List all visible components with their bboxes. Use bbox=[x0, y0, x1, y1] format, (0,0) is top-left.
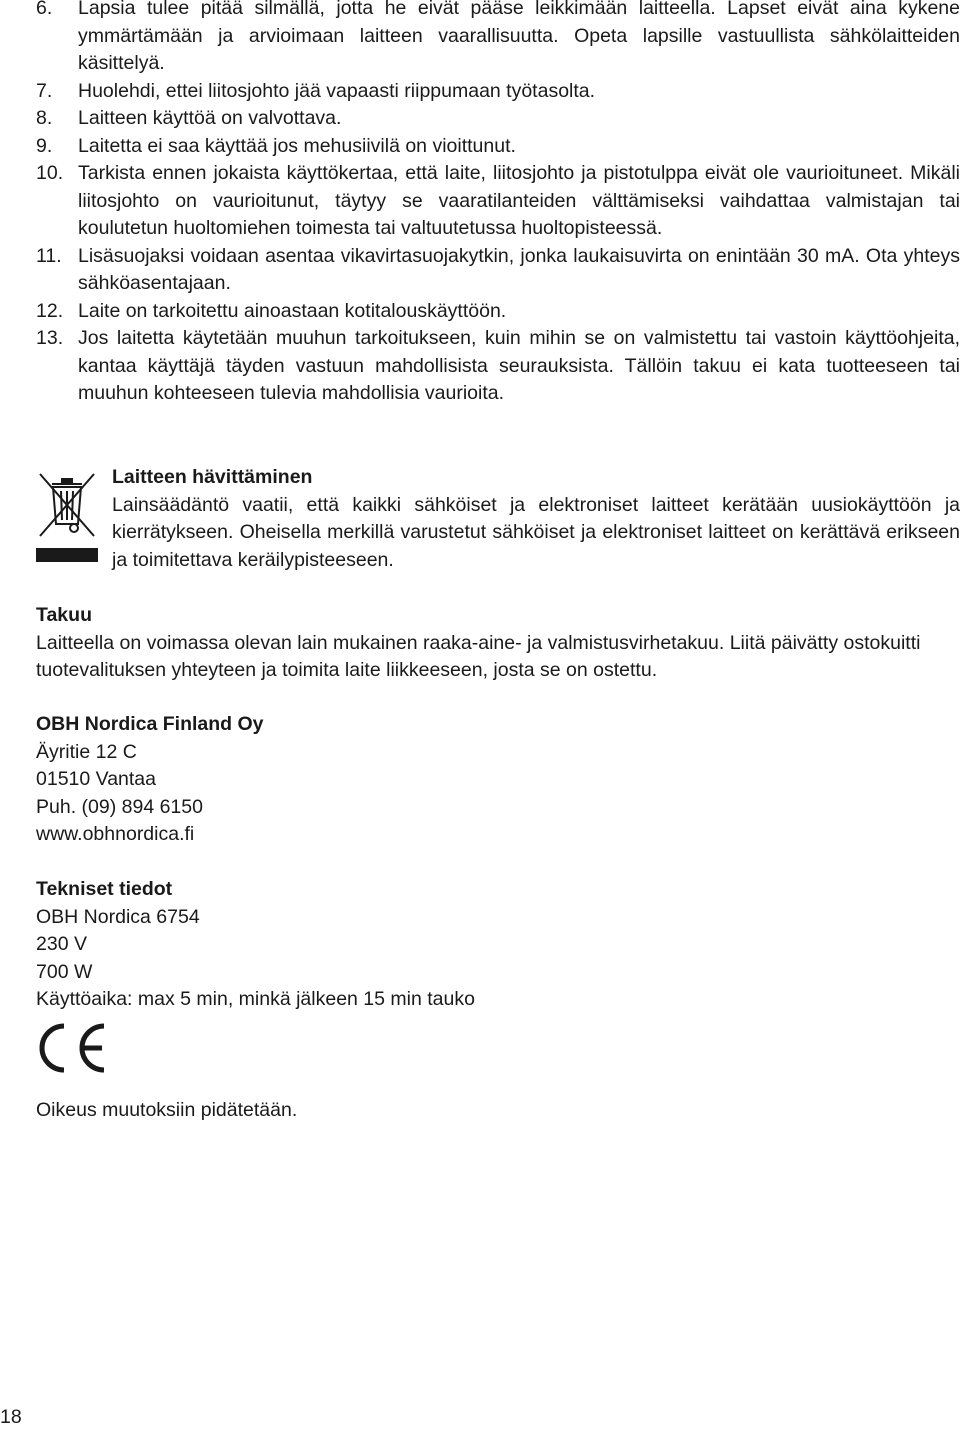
list-item bbox=[36, 325, 960, 408]
list-item-text: Huolehdi, ettei liitosjohto jää vapaasti riippumaan työtasolta. bbox=[78, 79, 596, 102]
disposal-text: Lainsäädäntö vaatii, että kaikki sähköiset ja elektroniset laitteet kerätään uusiokäyttöön ja kierrätykseen. Oheisella merkillä varustetut sähköiset ja elektroniset laitteet on kerättävä erikseen ja toimitettava keräilypisteeseen. bbox=[112, 493, 960, 571]
disposal-heading: Laitteen hävittäminen bbox=[112, 466, 313, 488]
list-item-number: 10. bbox=[36, 162, 64, 184]
list-item-number: 9. bbox=[36, 134, 53, 157]
footer-note: Oikeus muutoksiin pidätetään. bbox=[36, 1099, 298, 1121]
list-item-text: Laitetta ei saa käyttää jos mehusiivilä on vioittunut. bbox=[78, 134, 516, 157]
list-item bbox=[36, 298, 960, 326]
list-item bbox=[36, 133, 960, 161]
warranty-heading: Takuu bbox=[36, 604, 92, 626]
specs-power: 700 W bbox=[36, 960, 93, 983]
list-item bbox=[36, 105, 960, 133]
list-item bbox=[36, 78, 960, 106]
company-name: OBH Nordica Finland Oy bbox=[36, 713, 264, 735]
list-item-text: Jos laitetta käytetään muuhun tarkoitukseen, kuin mihin se on valmistettu tai vastoin käyttöohjeita, kantaa käyttäjä täyden vastuun mahdollisista seurauksista. Tällöin takuu ei kata tuotteeseen tai muuhun kohteeseen tulevia mahdollisia vaurioita. bbox=[78, 327, 960, 404]
list-item bbox=[36, 160, 960, 243]
list-item-number: 7. bbox=[36, 79, 53, 102]
list-item-number: 12. bbox=[36, 299, 64, 322]
company-address bbox=[36, 711, 960, 849]
list-item-text: Tarkista ennen jokaista käyttökertaa, että laite, liitosjohto ja pistotulppa eivät ole vaurioituneet. Mikäli liitosjohto on vaurioitunut, täytyy se vaaratilanteiden välttämiseksi vaihdattaa valmistajan tai koulutetun huoltomiehen toimesta tai valtuutetussa huoltopisteessä. bbox=[78, 162, 960, 239]
warranty-text: Laitteella on voimassa olevan lain mukainen raaka-aine- ja valmistusvirhetakuu. Liitä päivätty ostokuitti tuotevalituksen yhteyteen ja toimita laite liikkeeseen, josta se on ostettu. bbox=[36, 631, 921, 681]
technical-specs bbox=[36, 876, 960, 1014]
footer-note-block bbox=[36, 1097, 960, 1125]
list-item-number: 11. bbox=[36, 244, 62, 267]
company-street: Äyritie 12 C bbox=[36, 740, 137, 763]
specs-model: OBH Nordica 6754 bbox=[36, 905, 200, 928]
ce-mark-icon bbox=[36, 1022, 108, 1074]
weee-crossed-bin-icon bbox=[36, 470, 98, 568]
specs-usage: Käyttöaika: max 5 min, minkä jälkeen 15 min tauko bbox=[36, 988, 475, 1010]
list-item-number: 13. bbox=[36, 327, 64, 349]
company-city: 01510 Vantaa bbox=[36, 768, 156, 790]
specs-heading: Tekniset tiedot bbox=[36, 878, 173, 900]
list-item-number: 6. bbox=[36, 0, 53, 19]
page-number: 18 bbox=[0, 1406, 22, 1428]
list-item-text: Laitteen käyttöä on valvottava. bbox=[78, 107, 342, 129]
disposal-section bbox=[112, 464, 960, 574]
list-item bbox=[36, 243, 960, 298]
company-web: www.obhnordica.fi bbox=[36, 823, 195, 845]
list-item-text: Laite on tarkoitettu ainoastaan kotitalouskäyttöön. bbox=[78, 299, 507, 322]
list-item-text: Lapsia tulee pitää silmällä, jotta he eivät pääse leikkimään laitteella. Lapset eivät aina kykene ymmärtämään ja arvioimaan laitteen vaarallisuutta. Opeta lapsille vastuullista sähkölaitteiden käsittelyä. bbox=[78, 0, 960, 74]
warranty-section bbox=[36, 602, 960, 685]
specs-voltage: 230 V bbox=[36, 933, 87, 955]
company-phone: Puh. (09) 894 6150 bbox=[36, 795, 203, 818]
list-item-number: 8. bbox=[36, 107, 53, 129]
list-item-text: Lisäsuojaksi voidaan asentaa vikavirtasuojakytkin, jonka laukaisuvirta on enintään 30 mA. Ota yhteys sähköasentajaan. bbox=[78, 244, 960, 294]
safety-instructions-list bbox=[36, 0, 960, 408]
list-item bbox=[36, 0, 960, 78]
